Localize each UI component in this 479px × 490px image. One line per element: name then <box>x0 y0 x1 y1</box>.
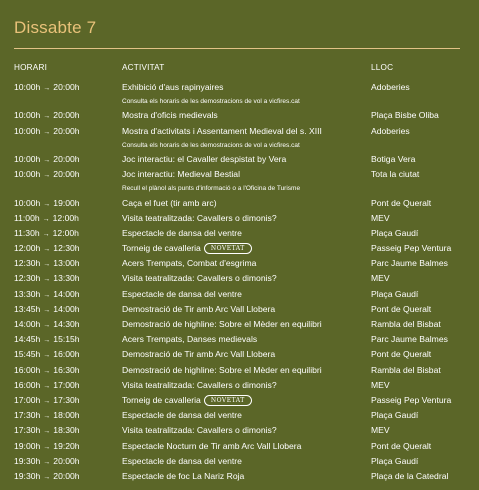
new-badge: NOVETAT <box>204 395 252 406</box>
end-time: 20:00h <box>53 125 80 136</box>
place-name: Parc Jaume Balmes <box>371 258 448 269</box>
place-name: Plaça Bisbe Oliba <box>371 110 439 121</box>
page-title: Dissabte 7 <box>14 18 97 37</box>
end-time: 15:15h <box>53 334 80 345</box>
arrow-right-icon: → <box>43 200 51 208</box>
activity-name: Exhibició d'aus rapinyaires <box>122 82 224 92</box>
time-range <box>14 317 80 333</box>
start-time: 11:00h <box>14 212 40 223</box>
place-name: Plaça Gaudí <box>371 455 419 466</box>
start-time: 10:00h <box>14 82 41 92</box>
activity-name: Demostració de Tir amb Arc Vall Llobera <box>122 349 276 360</box>
time-range <box>14 271 80 287</box>
activity-cell <box>122 256 256 271</box>
activity-cell <box>122 152 286 167</box>
arrow-right-icon: → <box>43 428 51 436</box>
time-range <box>14 152 80 168</box>
time-range <box>14 454 80 470</box>
start-time: 10:00h <box>14 125 41 136</box>
activity-name: Espectacle Nocturn de Tir amb Arc Vall Llobera <box>122 440 302 451</box>
start-time: 10:00h <box>14 110 41 121</box>
time-range <box>14 378 80 394</box>
schedule-row <box>14 469 465 484</box>
schedule-row <box>14 124 465 139</box>
start-time: 16:00h <box>14 364 41 375</box>
place-name: MEV <box>371 273 390 284</box>
activity-name: Demostració de Tir amb Arc Vall Llobera <box>122 303 276 314</box>
time-range <box>14 347 80 363</box>
place-name: Adoberies <box>371 82 410 92</box>
start-time: 19:30h <box>14 470 41 481</box>
schedule-row <box>14 108 465 123</box>
activity-cell <box>122 347 275 362</box>
activity-cell <box>122 287 242 302</box>
note-text: Recull el plànol als punts d'informació o a l'Oficina de Turisme <box>122 185 301 193</box>
activity-cell <box>122 241 252 256</box>
schedule-row <box>14 226 465 241</box>
start-time: 16:00h <box>14 379 41 390</box>
table-header <box>14 63 464 75</box>
schedule-row <box>14 287 465 302</box>
end-time: 14:00h <box>53 288 80 299</box>
time-range <box>14 211 79 227</box>
header-place: LLOC <box>371 63 394 72</box>
start-time: 12:30h <box>14 273 41 284</box>
arrow-right-icon: → <box>43 113 51 121</box>
activity-cell <box>122 363 322 378</box>
schedule-row <box>14 167 465 182</box>
arrow-right-icon: → <box>42 215 50 223</box>
end-time: 19:00h <box>53 197 80 208</box>
time-range <box>14 332 80 348</box>
end-time: 18:00h <box>53 410 80 421</box>
activity-name: Torneig de cavalleria <box>122 243 201 254</box>
arrow-right-icon: → <box>42 230 50 238</box>
start-time: 12:00h <box>14 243 41 254</box>
start-time: 10:00h <box>14 197 41 208</box>
activity-name: Demostració de highline: Sobre el Mèder en equilibri <box>122 364 322 375</box>
start-time: 17:00h <box>14 394 41 405</box>
activity-cell <box>122 226 242 241</box>
activity-name: Espectacle de dansa del ventre <box>122 288 242 299</box>
activity-cell <box>122 302 275 317</box>
arrow-right-icon: → <box>43 337 51 345</box>
time-range <box>14 408 80 424</box>
start-time: 10:00h <box>14 153 41 164</box>
schedule-row <box>14 439 465 454</box>
place-name: Plaça Gaudí <box>371 410 419 421</box>
place-name: Pont de Queralt <box>371 349 432 360</box>
activity-name: Visita teatralitzada: Cavallers o dimonis? <box>122 273 277 284</box>
arrow-right-icon: → <box>43 382 51 390</box>
arrow-right-icon: → <box>43 156 51 164</box>
place-name: Plaça Gaudí <box>371 227 419 238</box>
activity-cell <box>122 408 242 423</box>
schedule-note <box>14 95 465 108</box>
end-time: 20:00h <box>53 169 80 180</box>
activity-name: Torneig de cavalleria <box>122 394 201 405</box>
activity-name: Caça el fuet (tir amb arc) <box>122 197 217 208</box>
start-time: 13:30h <box>14 288 41 299</box>
place-name: Plaça Gaudí <box>371 288 419 299</box>
arrow-right-icon: → <box>43 291 51 299</box>
arrow-right-icon: → <box>43 261 51 269</box>
arrow-right-icon: → <box>43 473 51 481</box>
schedule-row <box>14 211 465 226</box>
schedule-row <box>14 80 465 95</box>
activity-cell <box>122 378 277 393</box>
start-time: 12:30h <box>14 258 41 269</box>
arrow-right-icon: → <box>43 322 51 329</box>
schedule-row <box>14 196 465 211</box>
end-time: 17:30h <box>53 394 80 405</box>
activity-name: Espectacle de dansa del ventre <box>122 455 242 466</box>
place-name: Pont de Queralt <box>371 440 432 451</box>
time-range <box>14 226 79 242</box>
place-name: Rambla del Bisbat <box>371 364 441 375</box>
end-time: 12:00h <box>52 227 79 238</box>
start-time: 17:30h <box>14 410 41 421</box>
arrow-right-icon: → <box>43 352 51 360</box>
activity-cell <box>122 332 257 347</box>
activity-name: Visita teatralitzada: Cavallers o dimonis? <box>122 379 277 390</box>
activity-cell <box>122 211 277 226</box>
time-range <box>14 196 80 212</box>
time-range <box>14 439 80 455</box>
time-range <box>14 423 80 439</box>
place-name: Rambla del Bisbat <box>371 319 441 329</box>
start-time: 10:00h <box>14 169 41 180</box>
arrow-right-icon: → <box>43 172 51 180</box>
end-time: 17:00h <box>53 379 80 390</box>
place-name: Tota la ciutat <box>371 169 420 180</box>
note-text: Consulta els horaris de les demostracions de vol a vicfires.cat <box>122 98 300 106</box>
time-range <box>14 241 80 257</box>
place-name: MEV <box>371 212 390 223</box>
activity-cell <box>122 393 252 408</box>
time-range <box>14 256 80 272</box>
new-badge: NOVETAT <box>204 243 252 254</box>
schedule-row <box>14 241 465 256</box>
end-time: 12:30h <box>53 243 80 254</box>
activity-cell <box>122 423 277 438</box>
schedule-row <box>14 347 465 362</box>
end-time: 14:00h <box>53 303 80 314</box>
start-time: 17:30h <box>14 425 41 436</box>
start-time: 14:45h <box>14 334 41 345</box>
time-range <box>14 124 80 140</box>
end-time: 20:00h <box>53 110 80 121</box>
end-time: 20:00h <box>53 455 80 466</box>
activity-cell <box>122 108 218 123</box>
activity-cell <box>122 271 277 286</box>
activity-name: Visita teatralitzada: Cavallers o dimonis? <box>122 425 277 436</box>
activity-cell <box>122 454 242 469</box>
end-time: 12:00h <box>52 212 79 223</box>
time-range <box>14 287 80 303</box>
time-range <box>14 393 80 409</box>
header-activity: ACTIVITAT <box>122 63 165 72</box>
activity-cell <box>122 124 322 139</box>
activity-name: Acers Trempats, Danses medievals <box>122 334 258 345</box>
activity-name: Joc interactiu: el Cavaller despistat by Vera <box>122 153 287 164</box>
arrow-right-icon: → <box>43 443 51 451</box>
arrow-right-icon: → <box>43 128 51 136</box>
end-time: 13:00h <box>53 258 80 269</box>
activity-name: Mostra d'activitats i Assentament Medieval del s. XIII <box>122 125 322 136</box>
header-time: HORARI <box>14 63 48 72</box>
start-time: 11:30h <box>14 227 40 238</box>
end-time: 19:20h <box>53 440 80 451</box>
activity-name: Espectacle de dansa del ventre <box>122 410 242 421</box>
activity-cell <box>122 196 217 211</box>
activity-name: Joc interactiu: Medieval Bestial <box>122 169 240 180</box>
activity-name: Visita teatralitzada: Cavallers o dimonis? <box>122 212 277 223</box>
place-name: Passeig Pep Ventura <box>371 394 452 405</box>
arrow-right-icon: → <box>43 85 51 92</box>
schedule-row <box>14 378 465 393</box>
activity-cell <box>122 439 301 454</box>
start-time: 14:00h <box>14 319 41 329</box>
activity-cell <box>122 317 322 332</box>
place-name: Pont de Queralt <box>371 197 432 208</box>
place-name: MEV <box>371 425 390 436</box>
time-range <box>14 302 80 318</box>
schedule-list <box>14 80 465 484</box>
schedule-row <box>14 302 465 317</box>
start-time: 15:45h <box>14 349 41 360</box>
place-name: MEV <box>371 379 390 390</box>
activity-name: Acers Trempats, Combat d'esgrima <box>122 258 257 269</box>
schedule-note <box>14 182 465 195</box>
activity-cell <box>122 80 223 95</box>
schedule-row <box>14 152 465 167</box>
end-time: 16:30h <box>53 364 80 375</box>
schedule-row <box>14 271 465 286</box>
place-name: Parc Jaume Balmes <box>371 334 448 345</box>
place-name: Pont de Queralt <box>371 303 432 314</box>
note-text: Consulta els horaris de les demostracions de vol a vicfires.cat <box>122 141 300 149</box>
time-range <box>14 167 80 183</box>
end-time: 18:30h <box>53 425 80 436</box>
arrow-right-icon: → <box>43 458 51 466</box>
time-range <box>14 80 80 96</box>
start-time: 19:00h <box>14 440 41 451</box>
end-time: 20:00h <box>53 470 80 481</box>
time-range <box>14 469 80 485</box>
schedule-row <box>14 332 465 347</box>
start-time: 13:45h <box>14 303 41 314</box>
activity-name: Espectacle de dansa del ventre <box>122 227 242 238</box>
end-time: 13:30h <box>53 273 80 284</box>
end-time: 14:30h <box>53 319 80 329</box>
place-name: Adoberies <box>371 125 410 136</box>
arrow-right-icon: → <box>43 246 51 254</box>
activity-name: Demostració de highline: Sobre el Mèder en equilibri <box>122 319 322 329</box>
arrow-right-icon: → <box>43 397 51 405</box>
schedule-row <box>14 393 465 408</box>
schedule-row <box>14 256 465 271</box>
place-name: Plaça de la Catedral <box>371 470 449 481</box>
activity-cell <box>122 167 240 182</box>
activity-cell <box>122 469 244 484</box>
activity-name: Espectacle de foc La Nariz Roja <box>122 470 245 481</box>
end-time: 20:00h <box>53 153 80 164</box>
time-range <box>14 108 80 124</box>
end-time: 20:00h <box>53 82 80 92</box>
schedule-row <box>14 408 465 423</box>
schedule-note <box>14 139 465 152</box>
schedule-row <box>14 317 465 332</box>
activity-name: Mostra d'oficis medievals <box>122 110 218 121</box>
arrow-right-icon: → <box>43 306 51 314</box>
schedule-row <box>14 454 465 469</box>
time-range <box>14 363 80 379</box>
place-name: Passeig Pep Ventura <box>371 243 452 254</box>
arrow-right-icon: → <box>43 367 51 375</box>
arrow-right-icon: → <box>43 413 51 421</box>
schedule-row <box>14 363 465 378</box>
start-time: 19:30h <box>14 455 41 466</box>
schedule-row <box>14 423 465 438</box>
title-divider <box>14 48 460 49</box>
end-time: 16:00h <box>53 349 80 360</box>
arrow-right-icon: → <box>43 276 51 284</box>
place-name: Botiga Vera <box>371 153 416 164</box>
